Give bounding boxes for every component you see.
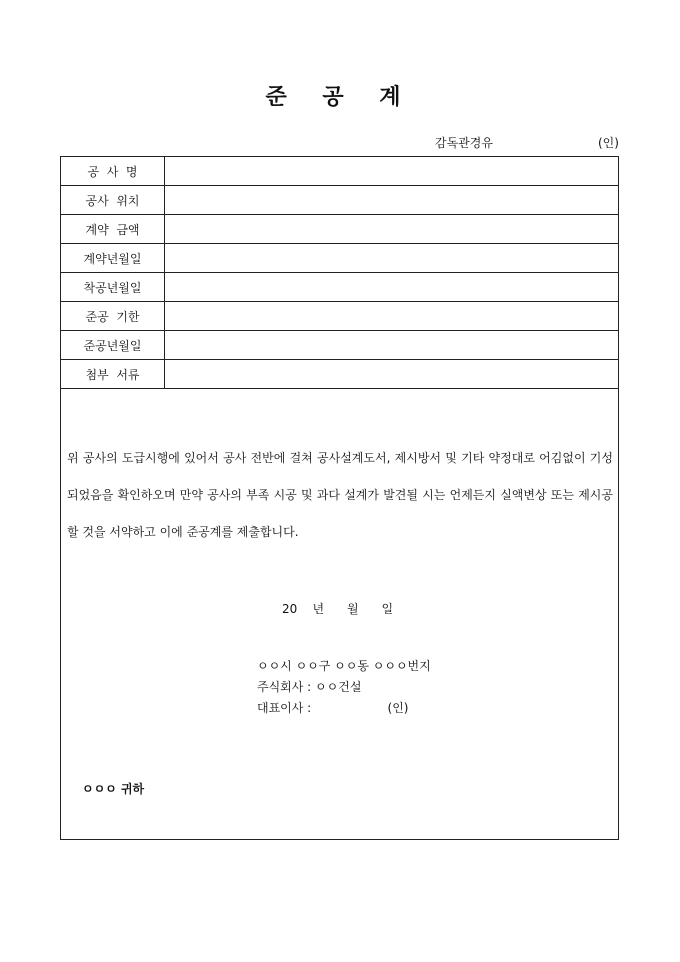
pledge-paragraph: 위 공사의 도급시행에 있어서 공사 전반에 걸쳐 공사설계도서, 제시방서 및 기타 약정대로 어김없이 기성 되었음을 확인하오며 만약 공사의 부족 시공 및 과다 설계가 발견될 시는 언제든지 실액변상 또는 제시공 할 것을 서약하고 이에 준공계를 제출합니다. [67,451,613,539]
table-row [61,244,618,273]
row-value-contract-date[interactable] [165,244,619,273]
supervisor-label: 감독관경유 [435,136,493,150]
table-row [61,302,618,331]
table-row [61,157,618,186]
table-row [61,186,618,215]
row-value-completion-date[interactable] [165,331,619,360]
table-row [61,273,618,302]
form-box [60,156,619,840]
row-label-contract-amount: 계약 금액 [61,215,165,244]
document-title: 준 공 계 [265,84,415,110]
row-value-attachments[interactable] [165,360,619,389]
row-label-project-location: 공사 위치 [61,186,165,215]
supervisor-seal: (인) [598,136,619,150]
row-label-contract-date: 계약년월일 [61,244,165,273]
submitter-block [257,656,431,719]
table-row [61,360,618,389]
row-value-contract-amount[interactable] [165,215,619,244]
row-label-completion-deadline: 준공 기한 [61,302,165,331]
row-label-project-name: 공 사 명 [61,157,165,186]
address-line: ㅇㅇ시 ㅇㅇ구 ㅇㅇ동 ㅇㅇㅇ번지 [257,659,431,673]
table-row [61,215,618,244]
row-value-completion-deadline[interactable] [165,302,619,331]
company-line: 주식회사 : ㅇㅇ건설 [257,680,362,694]
recipient-line: ㅇㅇㅇ 귀하 [82,782,145,796]
row-value-project-location[interactable] [165,186,619,215]
row-value-project-name[interactable] [165,157,619,186]
row-value-start-date[interactable] [165,273,619,302]
ceo-line: 대표이사 : (인) [257,701,409,715]
row-label-completion-date: 준공년월일 [61,331,165,360]
row-label-start-date: 착공년월일 [61,273,165,302]
info-table [61,157,618,389]
date-line: 20 년 월 일 [282,602,394,616]
table-row [61,331,618,360]
row-label-attachments: 첨부 서류 [61,360,165,389]
